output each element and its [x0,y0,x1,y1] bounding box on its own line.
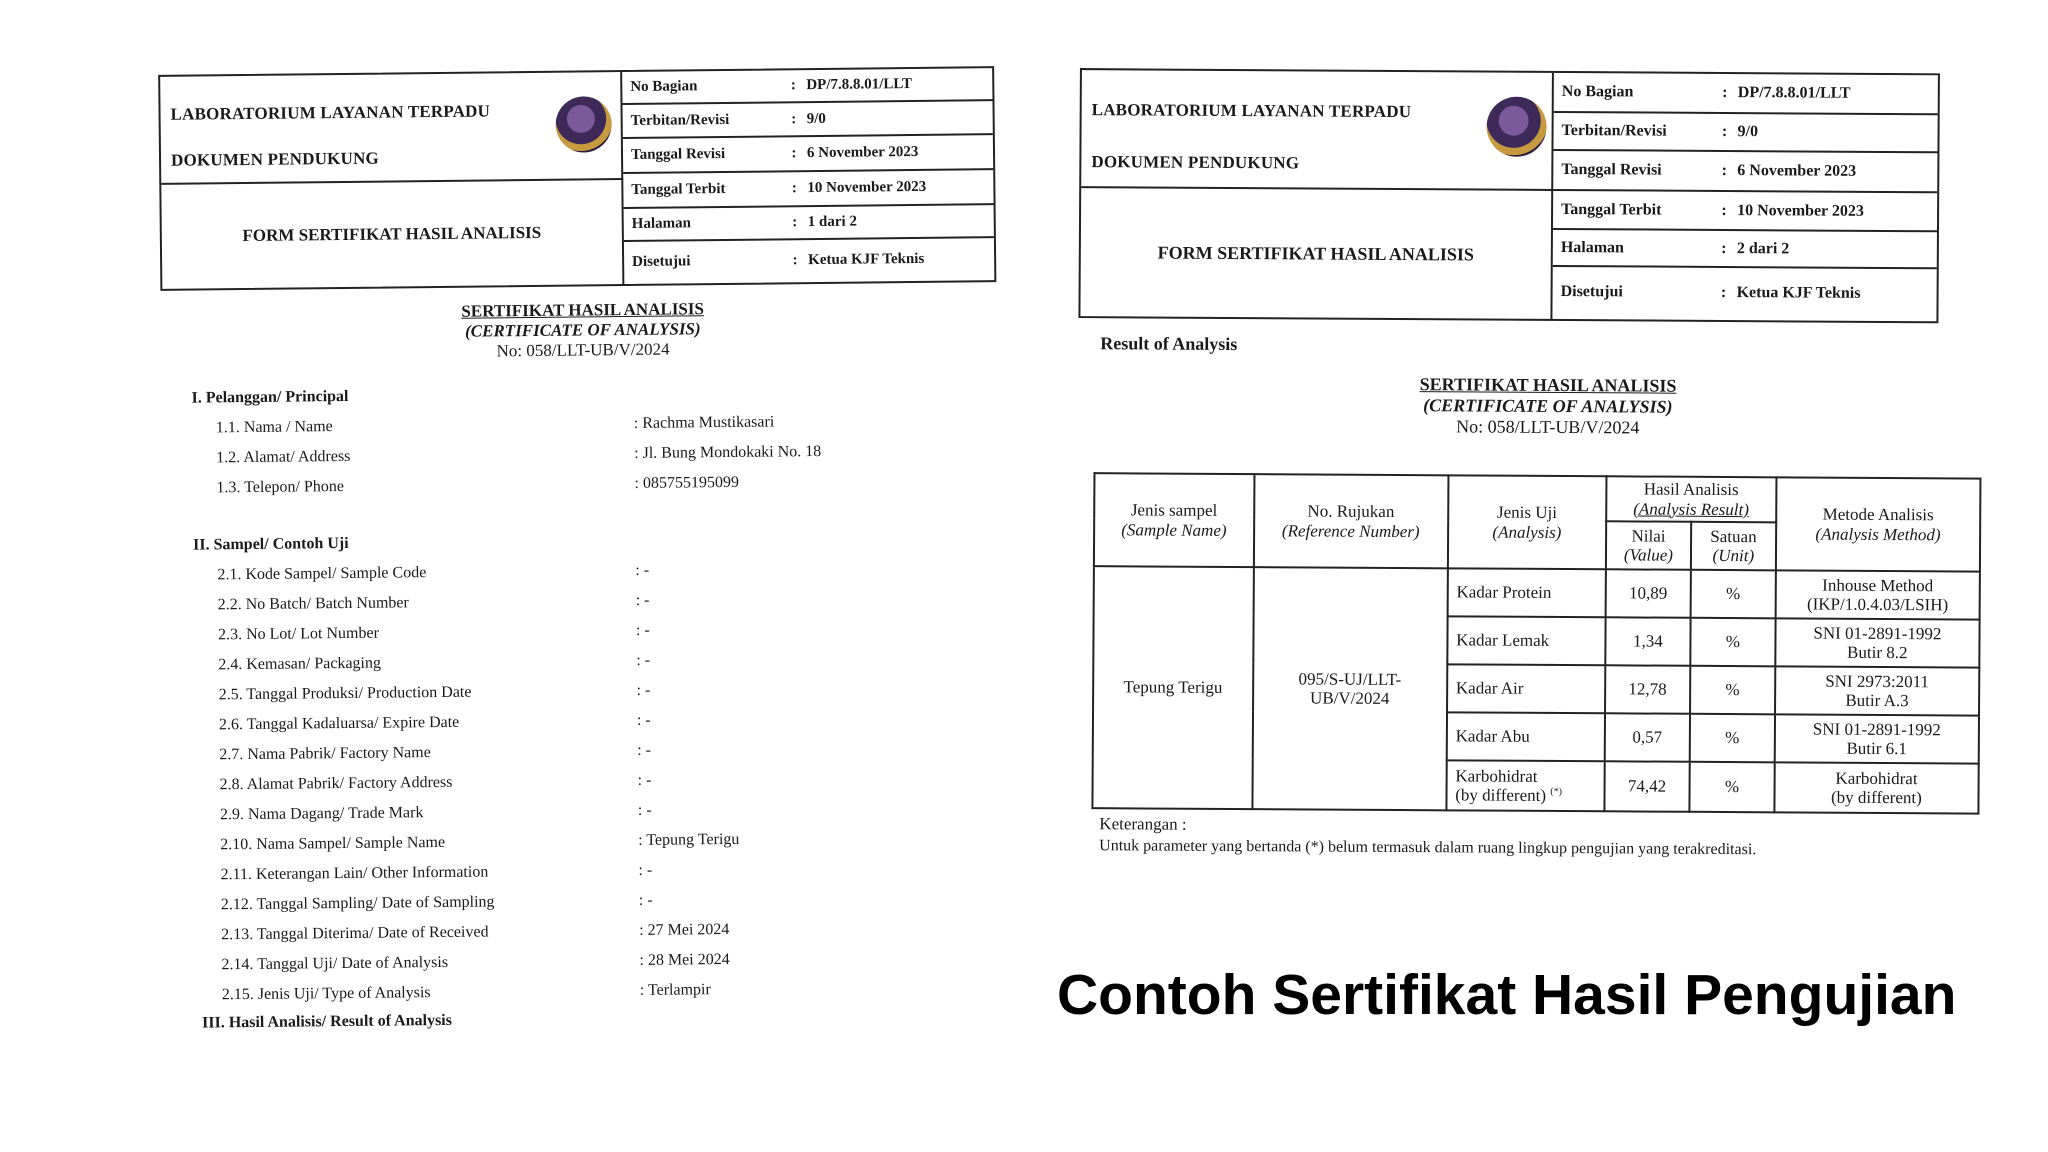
certificate-title [383,298,784,362]
unit-cell: % [1689,762,1774,813]
field-value: : - [637,801,652,819]
test-cell: Kadar Abu [1446,712,1604,761]
field-label: 2.3. No Lot/ Lot Number [217,624,379,644]
certificate-page-2 [1065,60,2010,886]
test-cell: Kadar Lemak [1447,616,1605,665]
meta-row: Terbitan/Revisi : 9/0 [1553,113,1937,153]
meta-row: Tanggal Terbit : 10 November 2023 [623,170,993,209]
certificate-page-1 [150,51,1020,1040]
header-result: Hasil Analisis (Analysis Result) [1606,476,1776,522]
unit-cell: % [1690,618,1775,667]
field-value: : Rachma Mustikasari [633,413,775,432]
form-title: FORM SERTIFIKAT HASIL ANALISIS [1080,188,1553,319]
certificate-number: No: 058/LLT-UB/V/2024 [496,339,670,361]
test-cell: Kadar Protein [1447,568,1605,617]
field-label: 2.5. Tanggal Produksi/ Production Date [218,683,472,704]
header-test: Jenis Uji (Analysis) [1448,475,1607,569]
header-meta [1552,73,1937,319]
meta-row: Disetujui : Ketua KJF Teknis [632,250,925,270]
field-value: : - [638,891,653,909]
certificate-title [1338,374,1758,440]
subtitle-text: (CERTIFICATE OF ANALYSIS) [1423,395,1673,417]
subtitle-text: (CERTIFICATE OF ANALYSIS) [464,319,701,341]
form-title: FORM SERTIFIKAT HASIL ANALISIS [161,180,624,289]
field-value: : Tepung Terigu [638,830,740,849]
field-label: 2.13. Tanggal Diterima/ Date of Received [221,923,489,944]
field-label: 1.1. Nama / Name [215,418,333,437]
lab-name: LABORATORIUM LAYANAN TERPADU [1091,100,1412,122]
university-logo [555,96,612,153]
header-method: Metode Analisis (Analysis Method) [1776,477,1981,571]
unit-cell: % [1690,666,1775,715]
title-text: SERTIFIKAT HASIL ANALISIS [461,299,704,321]
field-label: 2.12. Tanggal Sampling/ Date of Sampling [220,893,495,914]
header-lab-cell [1081,70,1554,191]
meta-row: Halaman : 2 dari 2 [1553,230,1937,269]
meta-row: No Bagian : DP/7.8.8.01/LLT [1554,73,1938,115]
method-cell: SNI 01-2891-1992 Butir 6.1 [1775,714,1979,763]
section-principal: I. Pelanggan/ Principal [191,387,349,407]
header-lab-cell [160,72,623,185]
field-label: 2.11. Keterangan Lain/ Other Information [220,863,489,884]
field-label: 2.7. Nama Pabrik/ Factory Name [219,744,431,764]
field-value: : - [638,861,653,879]
method-cell: Inhouse Method (IKP/1.0.4.03/LSIH) [1775,570,1979,619]
field-label: 1.3. Telepon/ Phone [216,477,345,497]
field-value: : Terlampir [639,981,711,999]
value-cell: 1,34 [1605,617,1690,666]
value-cell: 12,78 [1605,665,1690,714]
field-value: : - [635,591,650,609]
field-label: 2.8. Alamat Pabrik/ Factory Address [219,773,453,794]
method-cell: Karbohidrat (by different) [1774,762,1979,813]
field-value: : - [636,651,651,669]
section-result: III. Hasil Analisis/ Result of Analysis [201,1011,453,1032]
doc-type: DOKUMEN PENDUKUNG [1091,152,1300,173]
field-value: : - [637,771,652,789]
sample-name-cell: Tepung Terigu [1092,566,1253,809]
field-value: : 27 Mei 2024 [639,920,730,939]
header-reference: No. Rujukan (Reference Number) [1253,474,1448,568]
title-text: SERTIFIKAT HASIL ANALISIS [1419,374,1677,396]
field-value: : Jl. Bung Mondokaki No. 18 [634,442,822,462]
unit-cell: % [1691,570,1776,619]
field-label: 2.14. Tanggal Uji/ Date of Analysis [221,953,449,974]
method-cell: SNI 01-2891-1992 Butir 8.2 [1775,618,1979,667]
field-value: : 085755195099 [634,473,739,492]
result-heading: Result of Analysis [1100,333,1238,355]
field-label: 2.15. Jenis Uji/ Type of Analysis [221,984,431,1004]
meta-row: No Bagian : DP/7.8.8.01/LLT [622,68,992,105]
field-value: : - [636,711,651,729]
header-value: Nilai (Value) [1606,521,1691,570]
meta-row: Tanggal Terbit : 10 November 2023 [1553,191,1937,232]
field-value: : 28 Mei 2024 [639,950,730,969]
document-header [158,66,996,291]
result-table [1091,472,1981,815]
field-value: : - [635,621,650,639]
reference-cell: 095/S-UJ/LLT-UB/V/2024 [1252,567,1448,810]
value-cell: 0,57 [1605,713,1690,762]
value-cell: 74,42 [1604,761,1689,812]
meta-row: Tanggal Revisi : 6 November 2023 [1553,151,1937,193]
table-row [1094,566,1980,619]
note-label: Keterangan : [1099,814,1187,834]
meta-row: Halaman : 1 dari 2 [624,205,994,242]
slide-caption: Contoh Sertifikat Hasil Pengujian [1057,963,1957,1027]
method-cell: SNI 2973:2011 Butir A.3 [1775,666,1979,715]
header-unit: Satuan (Unit) [1691,522,1776,571]
test-cell: Karbohidrat (by different) (*) [1446,760,1604,811]
field-label: 2.2. No Batch/ Batch Number [217,594,409,614]
field-label: 2.4. Kemasan/ Packaging [218,654,382,674]
unit-cell: % [1690,714,1775,763]
field-label: 2.6. Tanggal Kadaluarsa/ Expire Date [218,713,460,734]
meta-row: Disetujui : Ketua KJF Teknis [1560,283,1861,302]
meta-row: Tanggal Revisi : 6 November 2023 [623,135,993,174]
field-label: 2.9. Nama Dagang/ Trade Mark [219,804,424,824]
field-label: 1.2. Alamat/ Address [216,447,351,467]
field-value: : - [636,681,651,699]
header-sample: Jenis sampel (Sample Name) [1094,473,1254,567]
field-value: : - [635,561,650,579]
lab-name: LABORATORIUM LAYANAN TERPADU [170,101,491,124]
doc-type: DOKUMEN PENDUKUNG [170,148,380,170]
field-label: 2.10. Nama Sampel/ Sample Name [220,833,446,854]
field-value: : - [637,741,652,759]
header-meta [622,68,994,282]
section-sample: II. Sampel/ Contoh Uji [192,534,349,554]
certificate-number: No: 058/LLT-UB/V/2024 [1456,416,1640,438]
meta-row: Terbitan/Revisi : 9/0 [622,101,992,139]
test-cell: Kadar Air [1447,664,1605,713]
document-header [1078,68,1940,323]
note-text: Untuk parameter yang bertanda (*) belum termasuk dalam ruang lingkup pengujian yang terakreditasi. [1099,837,1757,859]
value-cell: 10,89 [1605,569,1690,618]
university-logo [1486,97,1546,157]
field-label: 2.1. Kode Sampel/ Sample Code [217,564,427,584]
